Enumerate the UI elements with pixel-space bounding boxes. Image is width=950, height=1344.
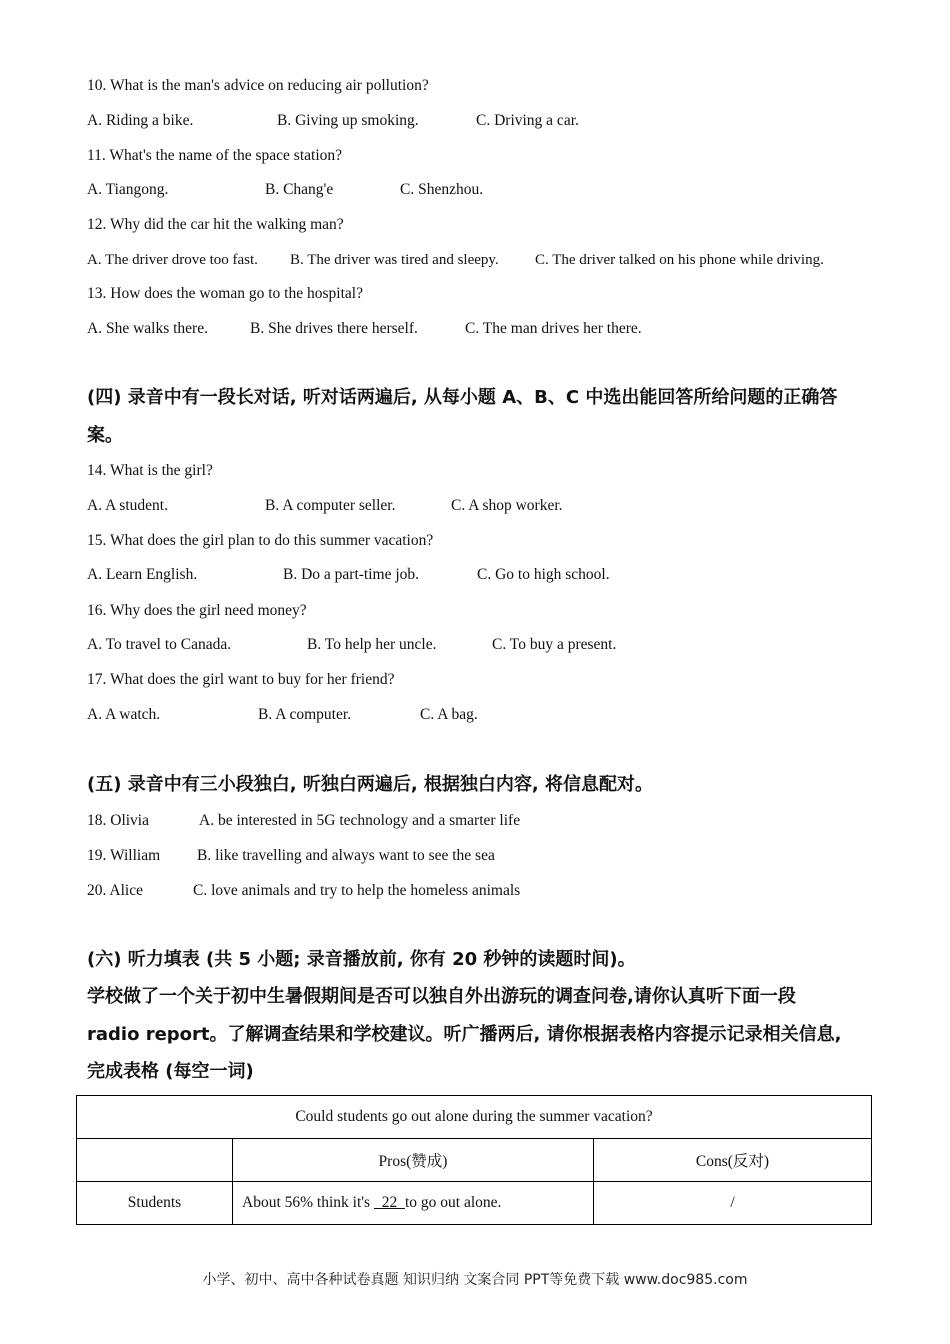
question-stem: 12. Why did the car hit the walking man? [87,216,344,233]
survey-table [76,1095,872,1225]
option-a: A. A watch. [87,706,161,723]
option-b: B. The driver was tired and sleepy. [290,252,499,268]
section-6-intro: 学校做了一个关于初中生暑假期间是否可以独自外出游玩的调查问卷,请你认真听下面一段 [87,986,796,1007]
option-b: B. A computer seller. [265,497,396,514]
option-b: B. To help her uncle. [307,636,437,653]
option-b: B. She drives there herself. [250,320,418,337]
question-stem: 10. What is the man's advice on reducing air pollution? [87,77,429,94]
option-c: C. The driver talked on his phone while driving. [535,252,824,268]
option-c: C. Go to high school. [477,566,610,583]
match-name: 18. Olivia [87,812,149,829]
option-b: B. Giving up smoking. [277,112,419,129]
option-b: B. A computer. [258,706,351,723]
question-stem: 16. Why does the girl need money? [87,602,307,619]
option-c: C. Driving a car. [476,112,579,129]
table-header-pros: Pros(赞成) [233,1139,594,1182]
option-a: A. A student. [87,497,168,514]
option-a: A. She walks there. [87,320,208,337]
section-6-intro: radio report。了解调查结果和学校建议。听广播两后, 请你根据表格内容提示记录相关信息, [87,1024,842,1045]
section-6-intro: 完成表格 (每空一词) [87,1061,254,1082]
pros-text-after: to go out alone. [404,1194,502,1211]
section-5-instruction: (五) 录音中有三小段独白, 听独白两遍后, 根据独白内容, 将信息配对。 [87,774,654,795]
option-c: C. The man drives her there. [465,320,642,337]
option-a: A. Tiangong. [87,181,169,198]
section-4-instruction: (四) 录音中有一段长对话, 听对话两遍后, 从每小题 A、B、C 中选出能回答所给问题的正确答 [87,387,838,408]
question-stem: 14. What is the girl? [87,462,213,479]
table-header-empty [77,1139,233,1182]
table-header-cons: Cons(反对) [594,1139,872,1182]
section-4-instruction-cont: 案。 [87,425,123,446]
pros-text-before: About 56% think it's [242,1194,374,1211]
page-footer: 小学、初中、高中各种试卷真题 知识归纳 文案合同 PPT等免费下载 www.doc985.com [202,1272,748,1288]
option-a: A. To travel to Canada. [87,636,232,653]
table-row-label: Students [77,1182,233,1225]
match-name: 19. William [87,847,161,864]
section-6-instruction: (六) 听力填表 (共 5 小题; 录音播放前, 你有 20 秒钟的读题时间)。 [87,949,636,970]
option-a: A. Riding a bike. [87,112,194,129]
table-title: Could students go out alone during the summer vacation? [77,1096,872,1139]
question-stem: 15. What does the girl plan to do this summer vacation? [87,532,434,549]
match-desc: C. love animals and try to help the homeless animals [193,882,521,899]
option-a: A. The driver drove too fast. [87,252,258,268]
option-a: A. Learn English. [87,566,198,583]
question-stem: 17. What does the girl want to buy for her friend? [87,671,395,688]
question-stem: 11. What's the name of the space station? [87,147,343,164]
match-desc: A. be interested in 5G technology and a smarter life [199,812,521,829]
option-c: C. To buy a present. [492,636,617,653]
match-desc: B. like travelling and always want to see the sea [197,847,495,864]
table-pros-cell [233,1182,594,1225]
option-c: C. Shenzhou. [400,181,484,198]
match-name: 20. Alice [87,882,143,899]
option-c: C. A bag. [420,706,478,723]
table-cons-cell: / [594,1182,872,1225]
answer-blank-22[interactable]: 22 [373,1194,405,1211]
question-stem: 13. How does the woman go to the hospital? [87,285,363,302]
option-b: B. Chang'e [265,181,334,198]
option-c: C. A shop worker. [451,497,563,514]
option-b: B. Do a part-time job. [283,566,420,583]
